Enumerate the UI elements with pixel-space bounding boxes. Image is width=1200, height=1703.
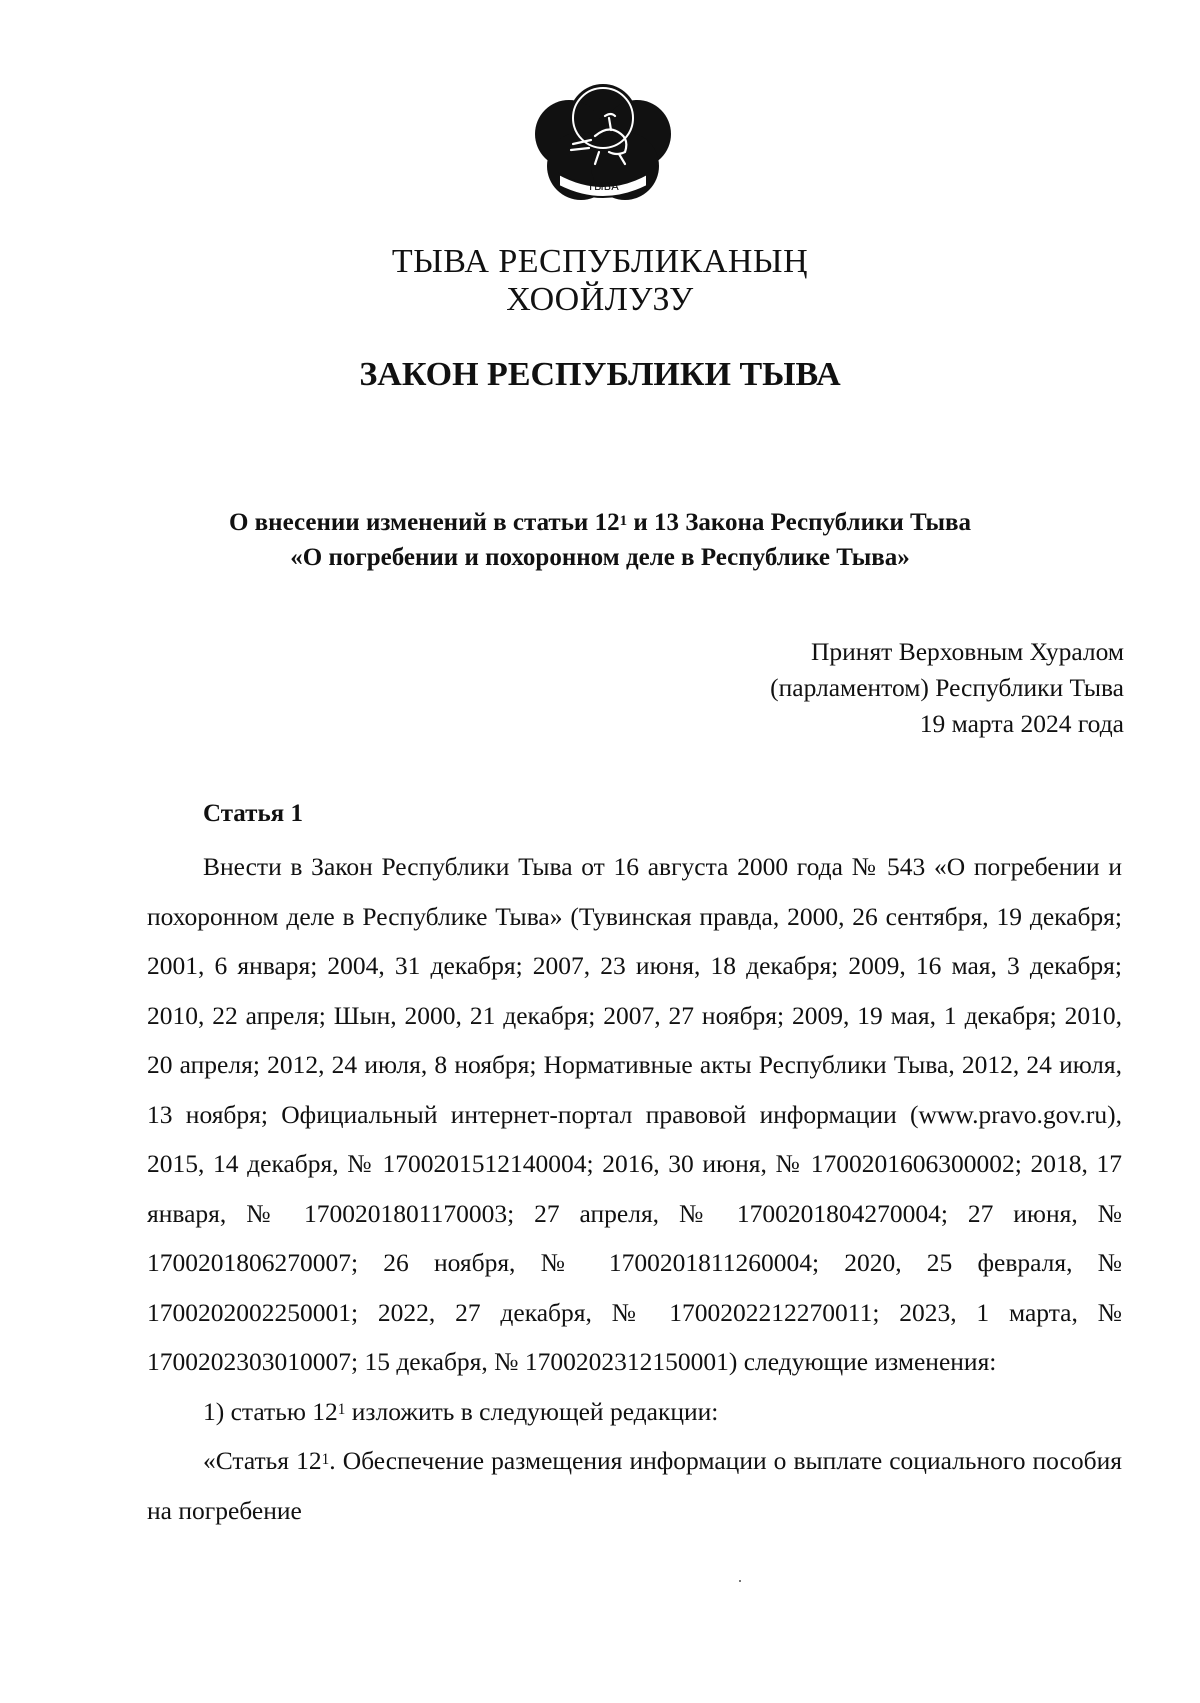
doc-title-superscript: 1 [619,512,628,529]
item1-superscript: 1 [337,1401,346,1419]
document-title-line-2: «О погребении и похоронном деле в Республике Тыва» [290,544,910,571]
header-tuvan [0,243,1200,319]
header-line-2: ХООЙЛУЗУ [506,281,694,318]
item1-post: изложить в следующей редакции: [345,1396,719,1426]
document-title [0,505,1200,575]
quote-superscript: 1 [321,1450,330,1468]
quote-post: . Обеспечение размещения информации о выплате социального пособия на погребение [147,1446,1122,1525]
document-title-line-1 [0,505,1200,540]
scan-speck [739,1580,741,1582]
doc-title-part1: О внесении изменений в статьи 12 [228,509,620,536]
adoption-line-1: Принят Верховным Хуралом [811,637,1124,666]
article-1-heading: Статья 1 [203,800,303,827]
article-1-paragraph: Внести в Закон Республики Тыва от 16 августа 2000 года № 543 «О погребении и похоронном деле в Республике Тыва» (Тувинская правда, 2000, 26 сентября, 19 декабря; 2001, 6 января; 2004, 31 декабря; 2007, 23 июня, 18 декабря; 2009, 16 мая, 3 декабря; 2010, 22 апреля; Шын, 2000, 21 декабря; 2007, 27 ноября; 2009, 19 мая, 1 декабря; 2010, 20 апреля; 2012, 24 июля, 8 ноября; Нормативные акты Республики Тыва, 2012, 24 июля, 13 ноября; Официальный интернет-портал правовой информации (www.pravo.gov.ru), 2015, 14 декабря, № 1700201512140004; 2016, 30 июня, № 1700201606300002; 2018, 17 января, № 1700201801170003; 27 апреля, № 1700201804270004; 27 июня, № 1700201806270007; 26 ноября, № 1700201811260004; 2020, 25 февраля, № 1700202002250001; 2022, 27 декабря, № 1700202212270011; 2023, 1 марта, № 1700202303010007; 15 декабря, № 1700202312150001) следующие изменения: [147,852,1122,1376]
tuva-emblem-icon [525,78,681,206]
item1-pre: 1) статью 12 [203,1396,338,1426]
adoption-line-2: (парламентом) Республики Тыва [770,673,1124,702]
law-title: ЗАКОН РЕСПУБЛИКИ ТЫВА [359,356,841,393]
adoption-note [770,634,1124,742]
article-12-1-quote [147,1436,1122,1535]
quote-pre: «Статья 12 [203,1446,322,1475]
emblem-caption: ТЫВА [587,180,619,193]
doc-title-part2: и 13 Закона Республики Тыва [627,509,971,536]
header-line-1: ТЫВА РЕСПУБЛИКАНЫҢ [391,243,809,280]
article-1-body [147,842,1122,1535]
article-1-item-1 [147,1387,1122,1437]
adoption-date: 19 марта 2024 года [919,709,1124,738]
